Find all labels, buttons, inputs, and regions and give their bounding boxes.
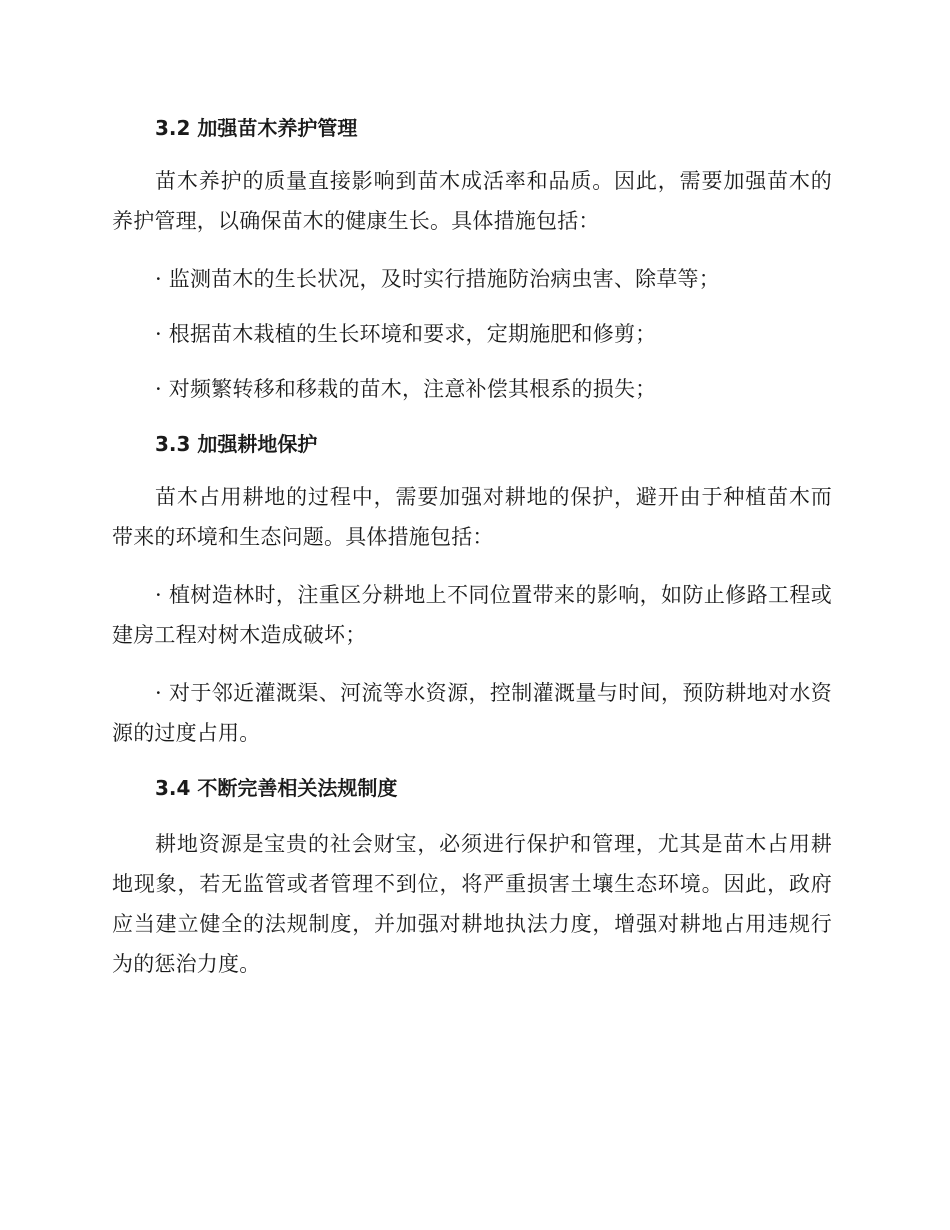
- bullet-fertilize-prune: · 根据苗木栽植的生长环境和要求，定期施肥和修剪；: [155, 322, 657, 346]
- paragraph-3-3-intro: 苗木占用耕地的过程中，需要加强对耕地的保护，避开由于种植苗木而带来的环境和生态问题。具体措施包括：: [112, 485, 832, 549]
- paragraph-3-2-intro: 苗木养护的质量直接影响到苗木成活率和品质。因此，需要加强苗木的养护管理，以确保苗木的健康生长。具体措施包括：: [112, 169, 832, 233]
- bullet-monitor-growth: · 监测苗木的生长状况，及时实行措施防治病虫害、除草等；: [155, 267, 720, 291]
- section-heading-3-3: 3.3 加强耕地保护: [155, 432, 318, 456]
- section-heading-3-2: 3.2 加强苗木养护管理: [155, 116, 358, 140]
- paragraph-3-4-body: 耕地资源是宝贵的社会财宝，必须进行保护和管理，尤其是苗木占用耕地现象，若无监管或者管理不到位，将严重损害土壤生态环境。因此，政府应当建立健全的法规制度，并加强对耕地执法力度，增强对耕地占用违规行为的惩治力度。: [112, 832, 832, 976]
- bullet-water-resources: · 对于邻近灌溉渠、河流等水资源，控制灌溉量与时间，预防耕地对水资源的过度占用。: [112, 681, 832, 745]
- bullet-root-compensation: · 对频繁转移和移栽的苗木，注意补偿其根系的损失；: [155, 377, 657, 401]
- bullet-afforestation: · 植树造林时，注重区分耕地上不同位置带来的影响，如防止修路工程或建房工程对树木造成破坏；: [112, 583, 832, 647]
- section-heading-3-4: 3.4 不断完善相关法规制度: [155, 776, 398, 800]
